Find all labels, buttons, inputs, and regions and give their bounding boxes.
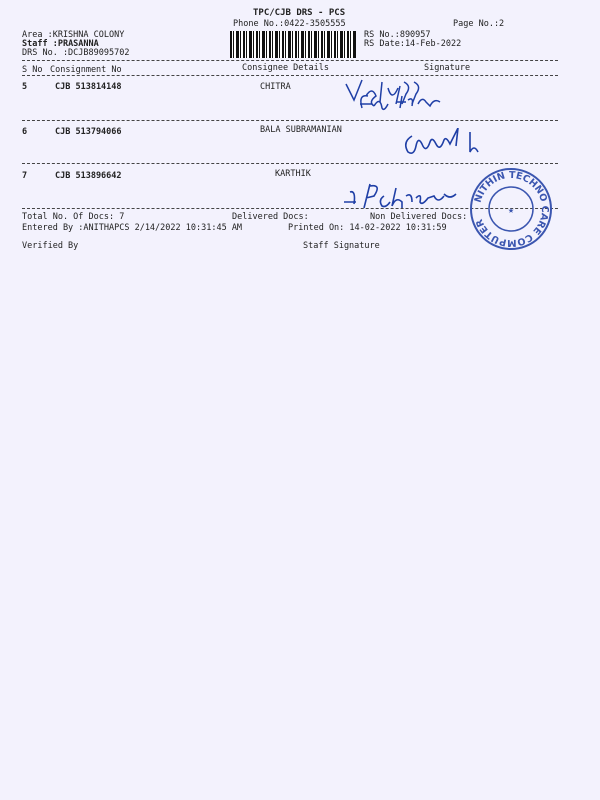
row-consignment: CJB 513896642 bbox=[55, 171, 122, 181]
row-sno: 6 bbox=[22, 127, 28, 137]
row-consignment: CJB 513814148 bbox=[55, 82, 122, 92]
row-consignee: BALA SUBRAMANIAN bbox=[260, 125, 342, 135]
staff-name: PRASANNA bbox=[57, 39, 99, 49]
entered-by: Entered By :ANITHAPCS 2/14/2022 10:31:45 AM bbox=[22, 223, 243, 233]
signature-row-6 bbox=[400, 128, 490, 160]
divider bbox=[22, 120, 558, 121]
col-consignee: Consignee Details bbox=[242, 63, 329, 73]
document-title: TPC/CJB DRS - PCS bbox=[253, 8, 346, 18]
non-delivered-docs: Non Delivered Docs: bbox=[370, 212, 468, 222]
row-consignee: KARTHIK bbox=[275, 169, 311, 179]
company-stamp bbox=[467, 165, 555, 253]
stamp-text: NITHIN TECHNO CARE COMPUTER bbox=[472, 169, 551, 249]
printed-on: Printed On: 14-02-2022 10:31:59 bbox=[288, 223, 447, 233]
total-docs: Total No. Of Docs: 7 bbox=[22, 212, 125, 222]
area: Area :KRISHNA COLONY bbox=[22, 30, 125, 40]
col-signature: Signature bbox=[424, 63, 471, 73]
row-consignment: CJB 513794066 bbox=[55, 127, 122, 137]
page-number: Page No.:2 bbox=[453, 19, 505, 29]
col-sno: S No bbox=[22, 65, 43, 75]
divider bbox=[22, 163, 558, 164]
divider bbox=[22, 60, 558, 61]
drs-number: DRS No. :DCJB89095702 bbox=[22, 48, 130, 58]
divider bbox=[22, 75, 558, 76]
col-consignment: Consignment No bbox=[50, 65, 122, 75]
staff-label: Staff : bbox=[22, 39, 58, 49]
rs-number: RS No.:890957 bbox=[364, 30, 431, 40]
rs-date: RS Date:14-Feb-2022 bbox=[364, 39, 462, 49]
barcode bbox=[230, 31, 356, 58]
stamp-star-icon: ★ bbox=[507, 205, 515, 216]
signature-row-5 bbox=[338, 74, 468, 118]
delivered-docs: Delivered Docs: bbox=[232, 212, 309, 222]
row-sno: 5 bbox=[22, 82, 28, 92]
row-consignee: CHITRA bbox=[260, 82, 291, 92]
verified-by: Verified By bbox=[22, 241, 79, 251]
row-sno: 7 bbox=[22, 171, 28, 181]
phone-number: Phone No.:0422-3505555 bbox=[233, 19, 346, 29]
staff-signature: Staff Signature bbox=[303, 241, 380, 251]
